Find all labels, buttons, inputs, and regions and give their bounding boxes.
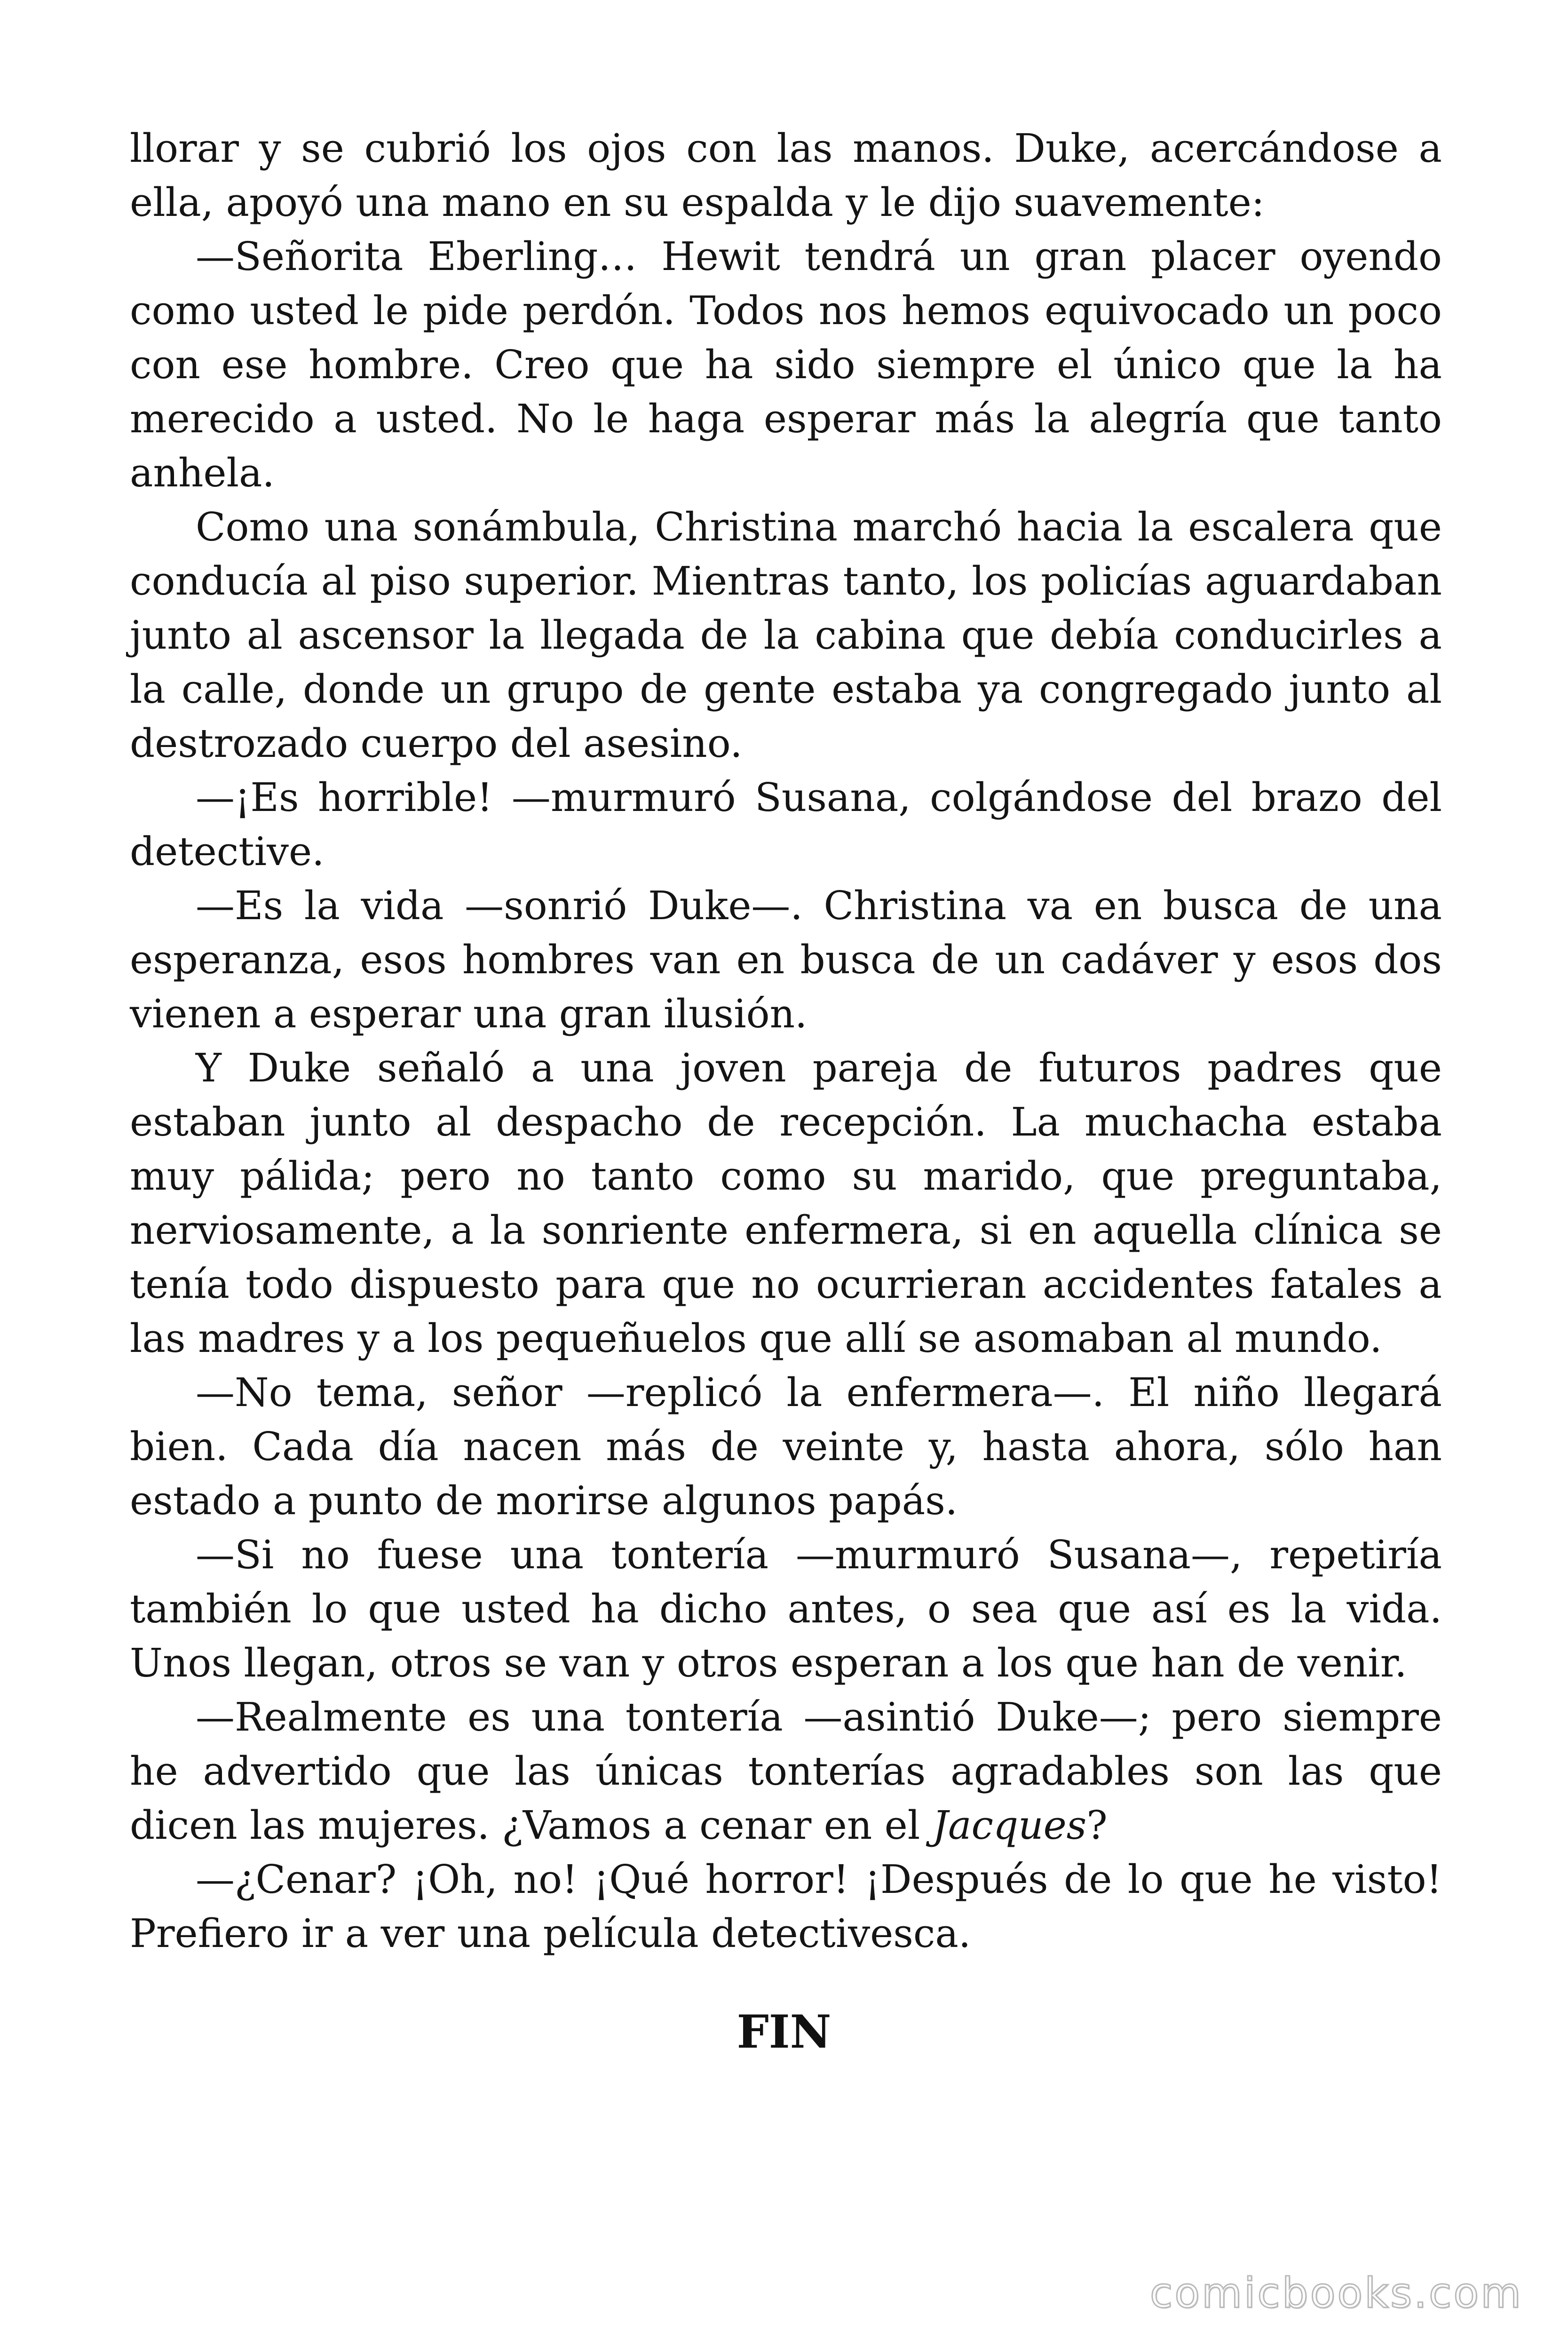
paragraph-text: —¡Es horrible! —murmuró Susana, colgándose del brazo del detective.	[130, 775, 1442, 874]
paragraph	[130, 230, 1442, 500]
paragraph	[130, 121, 1442, 230]
paragraph	[130, 1366, 1442, 1528]
paragraph	[130, 771, 1442, 879]
paragraph	[130, 500, 1442, 771]
paragraph-text: —Señorita Eberling… Hewit tendrá un gran placer oyendo como usted le pide perdón. Todos nos hemos equivocado un poco con ese hombre. Creo que ha sido siempre el único que la ha merecido a usted. No le haga esperar más la alegría que tanto anhela.	[130, 234, 1442, 496]
paragraph	[130, 1528, 1442, 1690]
paragraph-text: —Es la vida —sonrió Duke—. Christina va en busca de una esperanza, esos hombres van en busca de un cadáver y esos dos vienen a esperar una gran ilusión.	[130, 883, 1442, 1037]
paragraph-text: —Realmente es una tontería —asintió Duke—; pero siempre he advertido que las únicas tonterías agradables son las que dicen las mujeres. ¿Vamos a cenar en el	[130, 1694, 1442, 1848]
paragraph	[130, 1041, 1442, 1366]
paragraph-text: Como una sonámbula, Christina marchó hacia la escalera que conducía al piso superior. Mientras tanto, los policías aguardaban junto al ascensor la llegada de la cabina que debía conducirles a la calle, donde un grupo de gente estaba ya congregado junto al destrozado cuerpo del asesino.	[130, 504, 1442, 766]
paragraph	[130, 1852, 1442, 1961]
paragraph-text: —No tema, señor —replicó la enfermera—. El niño llegará bien. Cada día nacen más de veinte y, hasta ahora, sólo han estado a punto de morirse algunos papás.	[130, 1370, 1442, 1524]
paragraph-text: —¿Cenar? ¡Oh, no! ¡Qué horror! ¡Después de lo que he visto! Prefiero ir a ver una película detectivesca.	[130, 1857, 1442, 1956]
page-body	[130, 121, 1442, 1961]
paragraph	[130, 879, 1442, 1041]
paragraph-text: ?	[1086, 1803, 1108, 1848]
italic-title: Jacques	[932, 1803, 1087, 1848]
paragraph-text: llorar y se cubrió los ojos con las manos. Duke, acercándose a ella, apoyó una mano en su espalda y le dijo suavemente:	[130, 126, 1442, 225]
end-mark: FIN	[736, 2005, 832, 2058]
paragraph-text: Y Duke señaló a una joven pareja de futuros padres que estaban junto al despacho de recepción. La muchacha estaba muy pálida; pero no tanto como su marido, que preguntaba, nerviosamente, a la sonriente enfermera, si en aquella clínica se tenía todo dispuesto para que no ocurrieran accidentes fatales a las madres y a los pequeñuelos que allí se asomaban al mundo.	[130, 1045, 1442, 1361]
paragraph	[130, 1690, 1442, 1852]
watermark: comicbooks.com	[1149, 2269, 1523, 2317]
paragraph-text: —Si no fuese una tontería —murmuró Susana—, repetiría también lo que usted ha dicho antes, o sea que así es la vida. Unos llegan, otros se van y otros esperan a los que han de venir.	[130, 1532, 1442, 1686]
